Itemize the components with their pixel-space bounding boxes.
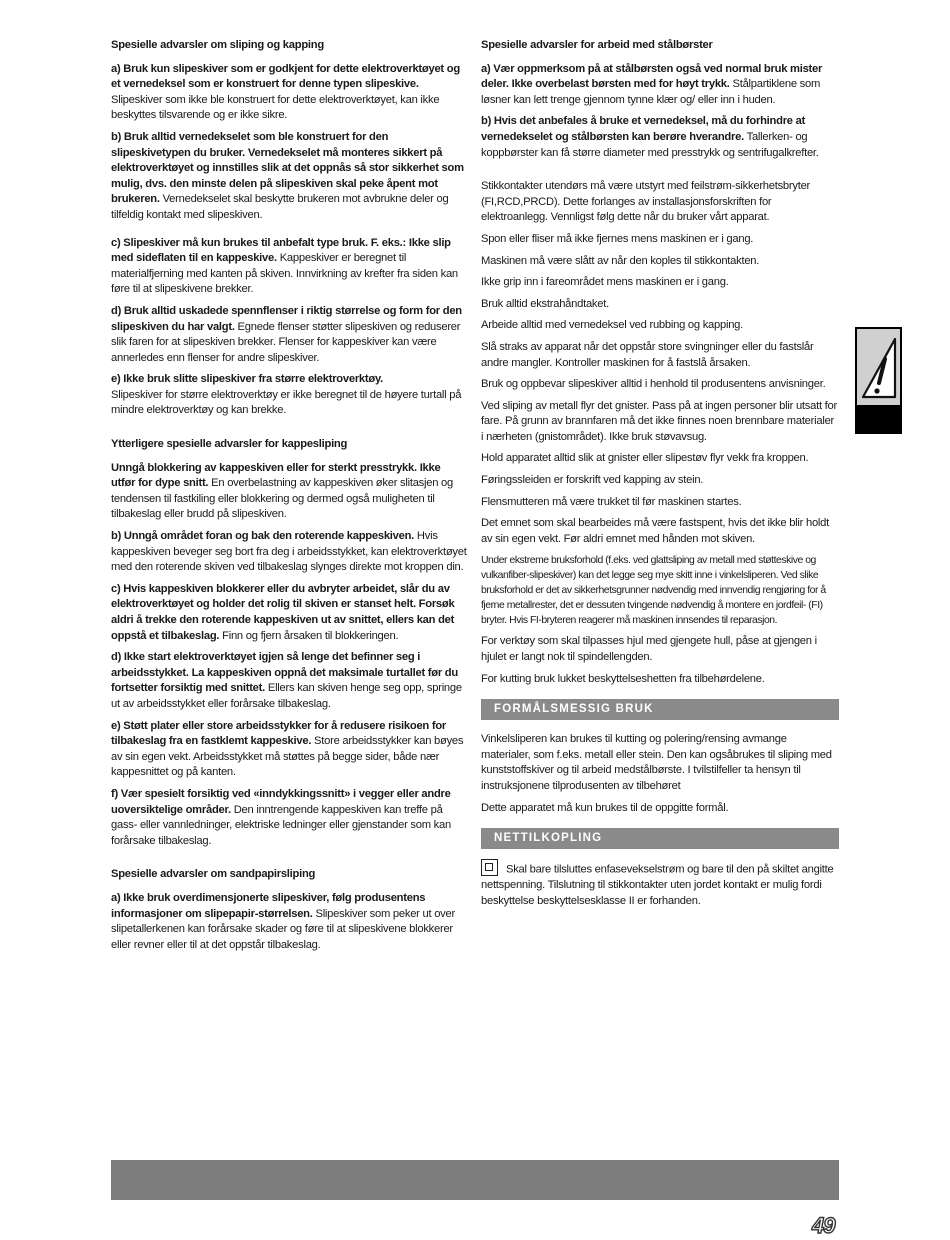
paragraph: a) Bruk kun slipeskiver som er godkjent for dette elektroverktøyet og et vernedeksel som er konstruert for denne typen slipeskive. Slipeskiver som ikke ble konstruert for dette elektroverktøyet, kan ikke beskyttes tilsvarende og er ikke sikre. (111, 62, 460, 122)
paragraph: f) Vær spesielt forsiktig ved «inndykkingssnitt» i vegger eller andre uoversiktelige områder. Den inntrengende kappeskiven kan treffe på gass- eller vannledninger, elektriske ledninger eller gjenstander som kan forårsake tilbakeslag. (111, 787, 451, 847)
warning-triangle-icon (859, 337, 899, 399)
paragraph: Arbeide alltid med vernedeksel ved rubbing og kapping. (481, 319, 744, 332)
paragraph: e) Ikke bruk slitte slipeskiver fra større elektroverktøy. Slipeskiver for større elektroverktøy er ikke beregnet til de høyere turtall på mindre elektroverktøy og kan brekke. (111, 373, 462, 417)
section-title-cutting: Ytterligere spesielle advarsler for kappesliping (111, 438, 348, 451)
paragraph: Unngå blokkering av kappeskiven eller for sterkt presstrykk. Ikke utfør for dype snitt. En overbelastning av kappeskiven øker slitasjen og tendensen til fastkiling eller blokkering og dermed også muligheten til tilbakeslag eller brudd på slipeskiven. (111, 461, 454, 521)
section-title-grinding: Spesielle advarsler om sliping og kapping (111, 39, 324, 51)
double-insulation-icon (481, 859, 498, 876)
paragraph: For verktøy som skal tilpasses hjul med gjengete hull, påse at gjengen i hjulet er langt nok til spindellengden. (481, 635, 817, 664)
paragraph: Spon eller fliser må ikke fjernes mens maskinen er i gang. (481, 232, 754, 245)
right-column (481, 38, 839, 915)
paragraph: c) Hvis kappeskiven blokkerer eller du avbryter arbeidet, slår du av elektroverktøyet og holder det rolig til skiven er stanset helt. Forsøk aldri å trekke den roterende kappeskiven ut av snittet, ellers kan det oppstå et tilbakeslag. Finn og fjern årsaken til blokkeringen. (111, 582, 455, 642)
paragraph: Bruk og oppbevar slipeskiver alltid i henhold til produsentens anvisninger. (481, 378, 826, 391)
paragraph: Dette apparatet må kun brukes til de oppgitte formål. (481, 801, 729, 814)
paragraph: Ved sliping av metall flyr det gnister. Pass på at ingen personer blir utsatt for fare. På grunn av brannfaren må det ikke finnes noen brennbare materialer i nærheten (gnistområdet). Ikke bruk støvavsug. (481, 399, 837, 443)
side-tab (855, 327, 902, 434)
paragraph: d) Bruk alltid uskadede spennflenser i riktig størrelse og form for den slipeskiven du har valgt. Egnede flenser støtter slipeskiven og reduserer slik faren for at slipeskiven brekker. Flenser for kappeskiver kan være annerledes enn flenser for andre slipeskiver. (111, 304, 462, 364)
paragraph: d) Ikke start elektroverktøyet igjen så lenge det befinner seg i arbeidsstykket. La kappeskiven oppnå det maksimale turtallet før du fortsetter forsiktig med snittet. Ellers kan skiven henge seg opp, springe ut av arbeidsstykket eller forårsake tilbakeslag. (111, 651, 462, 710)
paragraph: Ikke grip inn i fareområdet mens maskinen er i gang. (481, 276, 729, 289)
paragraph: Flensmutteren må være trukket til før maskinen startes. (481, 495, 742, 508)
paragraph: Maskinen må være slått av når den koples til stikkontakten. (481, 254, 760, 267)
section-title-wire-brush: Spesielle advarsler for arbeid med stålbørster (481, 39, 713, 51)
paragraph: a) Vær oppmerksom på at stålbørsten også ved normal bruk mister deler. Ikke overbelast børsten med for høyt trykk. Stålpartiklene som løsner kan lett trenge gjennom tynne klær og/ eller inn i huden. (481, 62, 823, 106)
paragraph: Slå straks av apparat når det oppstår store svingninger eller du fastslår andre mangler. Kontroller maskinen for å fastslå årsaken. (481, 340, 814, 369)
paragraph: b) Unngå området foran og bak den roterende kappeskiven. Hvis kappeskiven beveger seg bort fra deg i arbeidsstykket, kan elektroverktøyet med den roterende skiven ved tilbakeslag slynges direkte mot kroppen din. (111, 530, 467, 574)
footer-bar (111, 1160, 839, 1200)
page-number: 49 (812, 1213, 835, 1238)
paragraph: b) Hvis det anbefales å bruke et vernedeksel, må du forhindre at vernedekselet og stålbørsten kan berøre hverandre. Tallerken- og koppbørster kan få større diameter med presstrykk og sentrifugalkrefter. (481, 115, 819, 159)
paragraph: Stikkontakter utendørs må være utstyrt med feilstrøm-sikkerhetsbryter (FI,RCD,PRCD). Dette forlanges av installasjonsforskriften for elektroanlegg. Vennligst følg dette når du bruker vårt apparat. (481, 180, 811, 224)
paragraph: Det emnet som skal bearbeides må være fastspent, hvis det ikke blir holdt av sin egen vekt. Før aldri emnet med hånden mot skiven. (481, 517, 829, 545)
paragraph: Under ekstreme bruksforhold (f.eks. ved glattsliping av metall med støtteskive og vulkanfiber-slipeskiver) kan det legge seg mye skitt inne i vinkelsliperen. Ved slike bruksforhold er det av sikkerhetsgrunner nødvendig med innvendig rengjøring for å fjerne metallrester, det er dessuten tvingende nødvendig å montere en jordfeil- (FI) bryter. Hvis FI-bryteren reagerer må maskinen innsendes til reparasjon. (481, 555, 826, 627)
section-title-sanding: Spesielle advarsler om sandpapirsliping (111, 868, 316, 881)
paragraph: b) Bruk alltid vernedekselet som ble konstruert for den slipeskivetypen du bruker. Vernedekselet må monteres sikkert på elektroverktøyet og innstilles slik at det oppnås så stor sikkerhet som mulig, dvs. den minste delen på slipeskiven skal peke åpent mot brukeren. Vernedekselet skal beskytte brukeren mot avbrukne deler og tilfeldig kontakt med slipeskiven. (111, 130, 464, 221)
paragraph: Hold apparatet alltid slik at gnister eller slipestøv flyr vekk fra kroppen. (481, 452, 809, 465)
left-column (111, 38, 467, 959)
paragraph: For kutting bruk lukket beskyttelseshetten fra tilbehørdelene. (481, 672, 765, 685)
paragraph: Føringssleiden er forskrift ved kapping av stein. (481, 474, 704, 487)
paragraph: Vinkelsliperen kan brukes til kutting og polering/rensing avmange materialer, som f.eks. metall eller stein. Den kan ogsåbrukes til sliping med kunststoffskiver og til arbeid medstålbørste. I tvilstilfeller ta hensyn til instruksjonene tilprodusenten av tilbehøret (481, 733, 832, 792)
section-banner-mains-connection: NETTILKOPLING (481, 828, 839, 849)
paragraph: Bruk alltid ekstrahåndtaket. (481, 297, 609, 310)
paragraph: a) Ikke bruk overdimensjonerte slipeskiver, følg produsentens informasjoner om slipepapir-størrelsen. Slipeskiver som peker ut over slipetallerkenen kan forårsake skader og føre til at slipeskivene blokkerer eller revner eller til at det oppstår tilbakeslag. (111, 891, 455, 951)
paragraph: c) Slipeskiver må kun brukes til anbefalt type bruk. F. eks.: Ikke slip med sideflaten til en kappeskive. Kappeskiver er beregnet til materialfjerning med kanten på skiven. Innvirkning av krefter fra siden kan føre til at slipeskivene brekker. (111, 236, 458, 296)
paragraph: e) Støtt plater eller store arbeidsstykker for å redusere risikoen for tilbakeslag fra en fastklemt kappeskive. Store arbeidsstykker kan bøyes av sin egen vekt. Arbeidsstykket må støttes på begge sider, både nær kappesnittet og på kanten. (111, 719, 464, 779)
paragraph: Skal bare tilsluttes enfasevekselstrøm og bare til den på skiltet angitte nettspenning. Tilslutning til stikkontakter uten jordet kontakt er mulig fordi beskyttelse beskyttelsesklasse II er forhanden. (481, 861, 839, 909)
section-banner-intended-use: FORMÅLSMESSIG BRUK (481, 699, 839, 720)
